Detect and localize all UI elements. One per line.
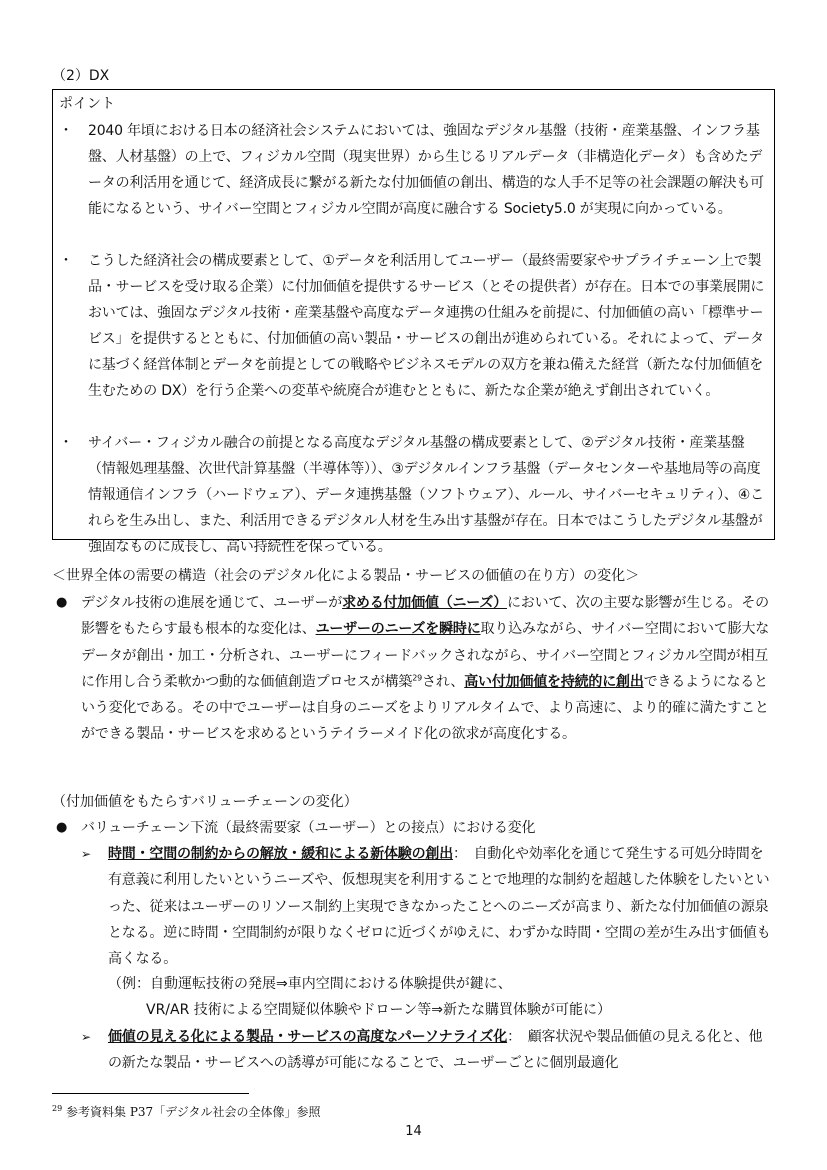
example-line-1: （例：自動運転技術の発展⇒車内空間における体験提供が鍵に、 (108, 976, 512, 992)
sub-item-heading: 価値の見える化による製品・サービスの高度なパーソナライズ化 (108, 1029, 508, 1045)
footnote-divider (52, 1093, 249, 1094)
footnote-text: 参考資料集 P37「デジタル社会の全体像」参照 (66, 1105, 321, 1119)
demand-section-title: ＜世界全体の需要の構造（社会のデジタル化による製品・サービスの価値の在り方）の変化＞ (52, 568, 640, 584)
bullet-mark: ・ (59, 123, 73, 139)
demand-emphasis-sustain: 高い付加価値を持続的に創出 (464, 673, 644, 690)
value-chain-bullet-text: バリューチェーン下流（最終需要家（ユーザー）との接点）における変化 (81, 820, 536, 836)
point-box (52, 89, 775, 556)
point-item-text: 2040 年頃における日本の経済社会システムにおいては、強固なデジタル基盤（技術・産業基盤、インフラ基盤、人材基盤）の上で、フィジカル空間（現実世界）から生じるリアルデータ（非構造化データ）も含めたデータの利活用を通じて、経済成長に繋がる新たな付加価値の創出、構造的な人手不足等の社会課題の解決も可能になるという、サイバー空間とフィジカル空間が高度に融合する Society5.0 が実現に向かっている。 (88, 123, 764, 218)
demand-paragraph (81, 590, 777, 748)
sub-item-new-experience (108, 841, 776, 972)
value-chain-title: （付加価値をもたらすバリューチェーンの変化） (52, 794, 358, 810)
demand-emphasis-needs: 求める付加価値（ニーズ） (342, 595, 507, 611)
sub-item-text: ： 顧客状況や製品価値の見える化と、他の新たな製品・サービスへの誘導が可能になることで、ユーザーごとに個別最適化 (108, 1029, 763, 1072)
bullet-mark: ・ (59, 253, 73, 269)
demand-text-1: デジタル技術の進展を通じて、ユーザーが (81, 595, 343, 611)
demand-text-5: できるようになるという変化である。その中でユーザーは自身のニーズをよりリアルタイムで、より高速に、より的確に満たすことができる製品・サービスを求めるというテイラーメイド化の欲求が高度化する。 (81, 673, 769, 743)
demand-text-3: 取り込みながら、サイバー空間において膨大なデータが創出・加工・分析され、ユーザーにフィードバックされながら、サイバー空間とフィジカル空間が相互に作用し合う柔軟かつ動的な価値創造プロセスが構築 (81, 621, 770, 690)
sub-item-personalize (108, 1024, 776, 1077)
point-item-text: こうした経済社会の構成要素として、①データを利活用してユーザー（最終需要家やサプライチェーン上で製品・サービスを受け取る企業）に付加価値を提供するサービス（とその提供者）が存在。日本での事業展開においては、強固なデジタル技術・産業基盤や高度なデータ連携の仕組みを前提に、付加価値の高い「標準サービス」を提供するとともに、付加価値の高い製品・サービスの創出が進められている。それによって、データに基づく経営体制とデータを前提としての戦略やビジネスモデルの双方を兼ね備えた経営（新たな付加価値を生むための DX）を行う企業への変革や統廃合が進むとともに、新たな企業が絶えず創出されていく。 (88, 253, 765, 400)
sub-item-heading: 時間・空間の制約からの解放・緩和による新体験の創出 (108, 846, 453, 862)
demand-text-4: され、 (421, 673, 465, 690)
footnote (52, 1101, 320, 1120)
bullet-mark: ・ (59, 435, 73, 451)
arrow-bullet: ➢ (81, 847, 92, 861)
demand-emphasis-instant: ユーザーのニーズを瞬時に (315, 621, 481, 638)
section-heading: （2）DX (52, 68, 110, 84)
sub-item-text: ： 自動化や効率化を通じて発生する可処分時間を有意義に利用したいというニーズや、仮想現実を利用することで地理的な制約を超越した体験をしたいといった、従来はユーザーのリソース制約上実現できなかったことへのニーズが高まり、新たな付加価値の源泉となる。逆に時間・空間制約が限りなくゼロに近づくがゆえに、わずかな時間・空間の差が生み出す価値も高くなる。 (108, 846, 771, 968)
arrow-bullet: ➢ (81, 1030, 92, 1044)
point-box-title: ポイント (59, 96, 115, 112)
bullet-dot: ● (56, 595, 68, 610)
page-number: 14 (405, 1124, 422, 1139)
footnote-ref[interactable]: 29 (412, 673, 422, 683)
bullet-dot: ● (56, 820, 68, 835)
demand-text-2: において、次の主要な影響が生じる。その影響をもたらす最も根本的な変化は、 (81, 595, 769, 638)
point-item-text: サイバー・フィジカル融合の前提となる高度なデジタル基盤の構成要素として、②デジタル技術・産業基盤（情報処理基盤、次世代計算基盤（半導体等））、③デジタルインフラ基盤（データセンターや基地局等の高度情報通信インフラ（ハードウェア）、データ連携基盤（ソフトウェア）、ルール、サイバーセキュリティ）、④これらを生み出し、また、利活用できるデジタル人材を生み出す基盤が存在。日本ではこうしたデジタル基盤が強固なものに成長し、高い持続性を保っている。 (88, 435, 764, 556)
example-line-2: VR/AR 技術による空間疑似体験やドローン等⇒新たな購買体験が可能に） (146, 1002, 611, 1018)
footnote-number: 29 (52, 1104, 63, 1113)
